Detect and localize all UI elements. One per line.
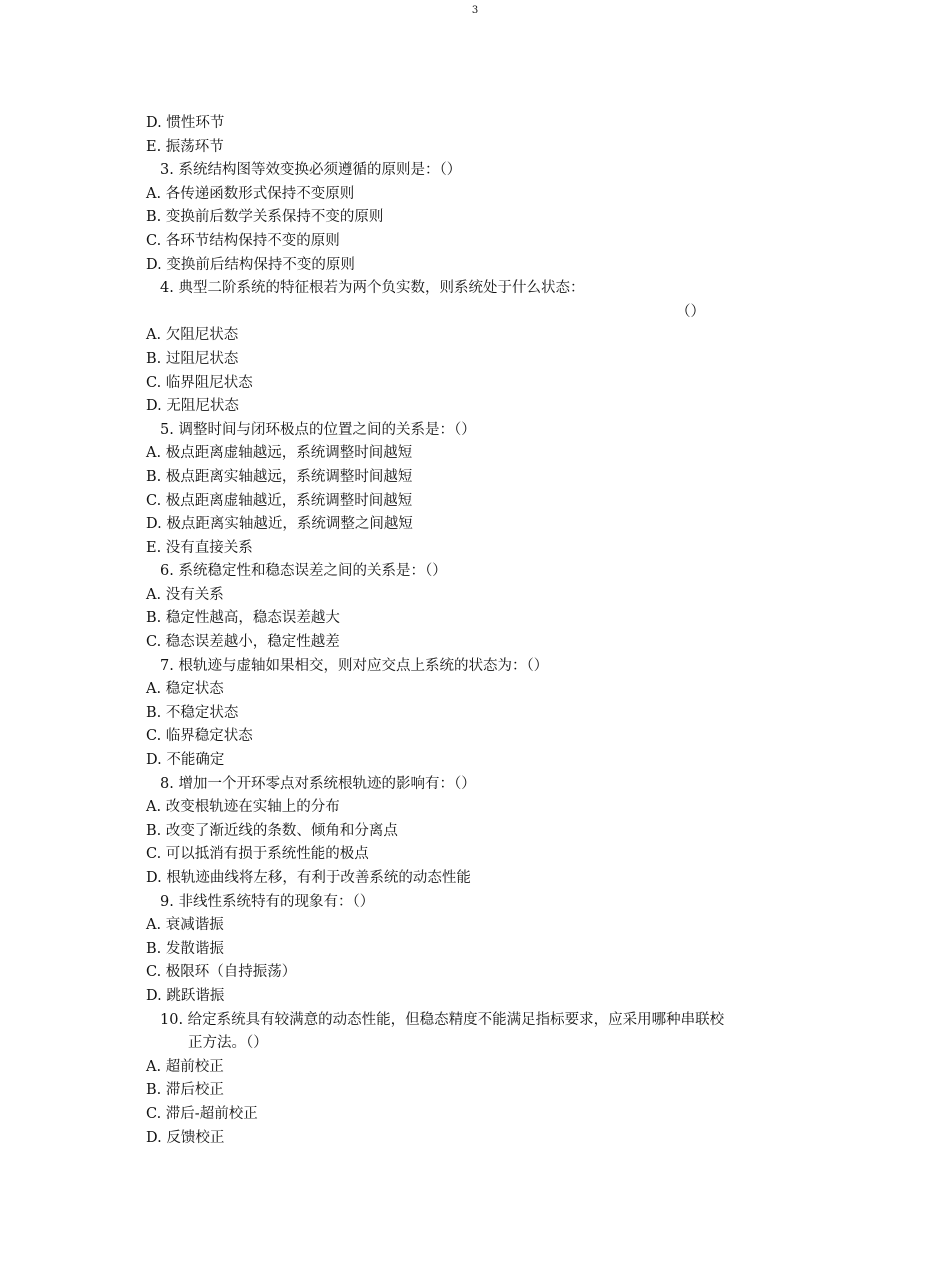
option-line: B. 滞后校正: [146, 1082, 224, 1099]
page-number: 3: [471, 5, 479, 16]
option-line: A. 极点距离虚轴越远，系统调整时间越短: [146, 445, 413, 462]
option-line: D. 跳跃谐振: [146, 987, 225, 1004]
option-line: C. 各环节结构保持不变的原则: [146, 232, 340, 249]
option-line: C. 滞后-超前校正: [146, 1105, 258, 1122]
option-line: B. 不稳定状态: [146, 704, 239, 721]
question-line: 5. 调整时间与闭环极点的位置之间的关系是：（）: [160, 421, 476, 438]
option-line: E. 振荡环节: [146, 138, 224, 155]
option-line: D. 不能确定: [146, 752, 225, 769]
option-line: B. 极点距离实轴越远，系统调整时间越短: [146, 468, 413, 485]
question-line: 9. 非线性系统特有的现象有：（）: [160, 893, 375, 910]
question-line: 3. 系统结构图等效变换必须遵循的原则是：（）: [160, 162, 462, 179]
document-body: [0, 112, 950, 1150]
option-line: A. 没有关系: [146, 586, 224, 603]
option-line: C. 极限环（自持振荡）: [146, 964, 297, 981]
answer-blank: （）: [676, 303, 705, 320]
option-line: A. 改变根轨迹在实轴上的分布: [146, 799, 340, 816]
option-line: B. 变换前后数学关系保持不变的原则: [146, 209, 384, 226]
option-line: B. 发散谐振: [146, 940, 224, 957]
option-line: C. 极点距离虚轴越近，系统调整时间越短: [146, 492, 413, 509]
option-line: D. 根轨迹曲线将左移，有利于改善系统的动态性能: [146, 870, 471, 886]
option-line: B. 稳定性越高，稳态误差越大: [146, 610, 340, 627]
option-line: C. 可以抵消有损于系统性能的极点: [146, 846, 369, 863]
question-line: 7. 根轨迹与虚轴如果相交，则对应交点上系统的状态为：（）: [160, 657, 549, 674]
option-line: D. 极点距离实轴越近，系统调整之间越短: [146, 516, 413, 533]
option-line: C. 临界阻尼状态: [146, 374, 253, 391]
option-line: A. 衰减谐振: [146, 917, 224, 934]
option-line: D. 反馈校正: [146, 1129, 225, 1146]
option-line: D. 惯性环节: [146, 115, 225, 131]
question-line: 6. 系统稳定性和稳态误差之间的关系是：（）: [160, 563, 447, 580]
option-line: E. 没有直接关系: [146, 539, 253, 556]
option-line: A. 欠阻尼状态: [146, 327, 239, 344]
option-line: A. 稳定状态: [146, 681, 224, 698]
option-line: B. 改变了渐近线的条数、倾角和分离点: [146, 822, 398, 839]
question-continuation-line: 正方法。（）: [188, 1035, 268, 1052]
option-line: A. 各传递函数形式保持不变原则: [146, 185, 355, 202]
option-line: D. 变换前后结构保持不变的原则: [146, 256, 355, 273]
option-line: C. 稳态误差越小，稳定性越差: [146, 634, 340, 651]
question-line: 8. 增加一个开环零点对系统根轨迹的影响有：（）: [160, 775, 476, 792]
option-line: B. 过阻尼状态: [146, 350, 239, 367]
question-line: 4. 典型二阶系统的特征根若为两个负实数，则系统处于什么状态：: [160, 280, 585, 297]
option-line: C. 临界稳定状态: [146, 728, 253, 745]
option-line: A. 超前校正: [146, 1058, 224, 1075]
question-line: 10. 给定系统具有较满意的动态性能，但稳态精度不能满足指标要求，应采用哪种串联校: [160, 1011, 725, 1028]
option-line: D. 无阻尼状态: [146, 398, 239, 415]
